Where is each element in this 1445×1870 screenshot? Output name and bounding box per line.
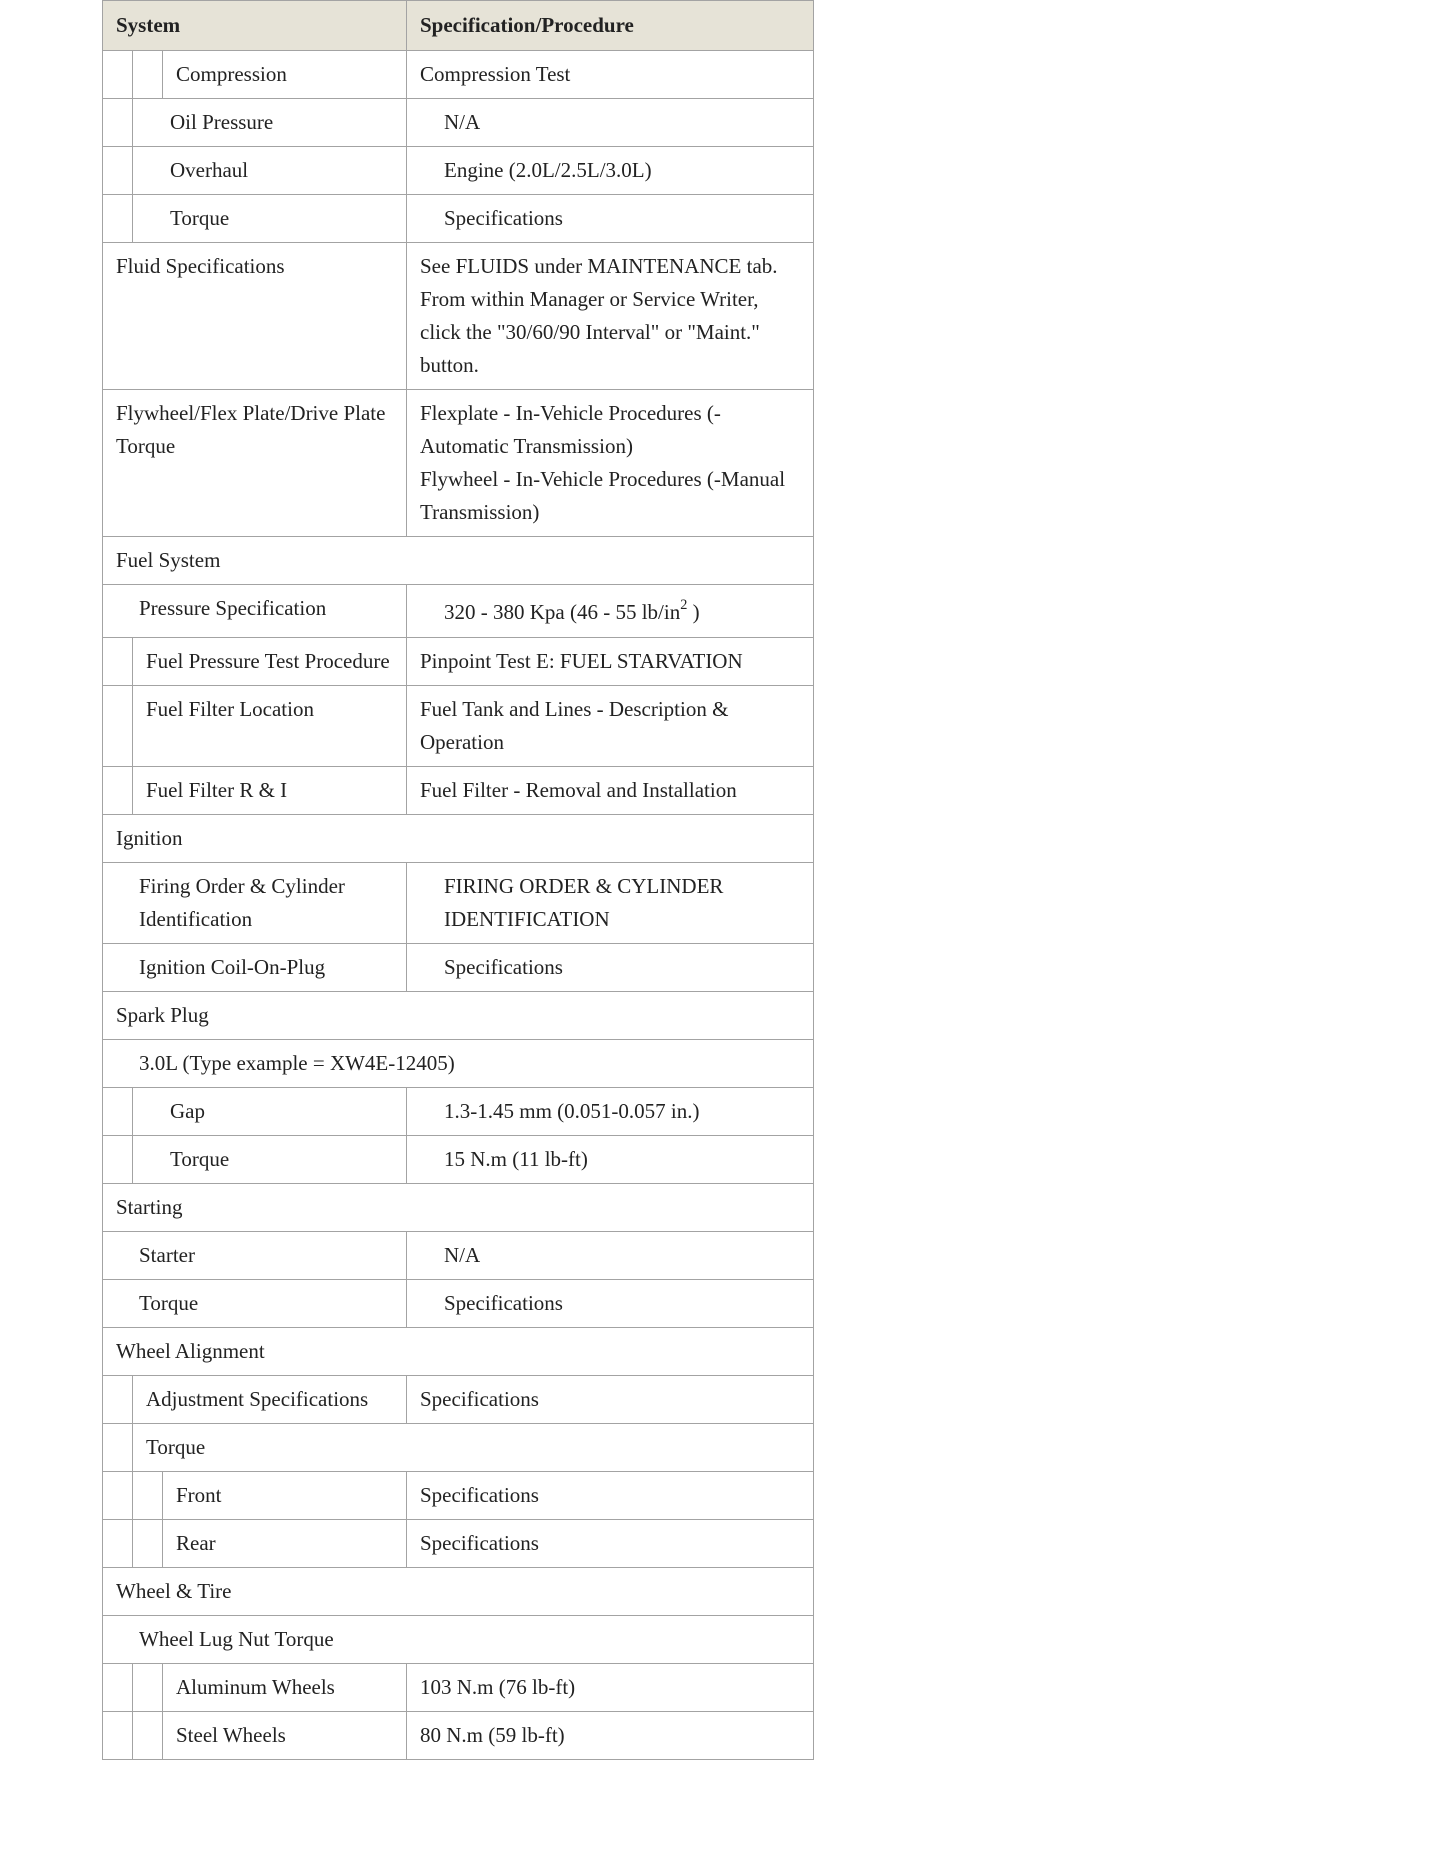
table-subsection-row [103, 1040, 814, 1088]
table-row [103, 1472, 814, 1520]
table-row [103, 638, 814, 686]
row-procedure-text: See FLUIDS under MAINTENANCE tab. From within Manager or Service Writer, click the "30/60/90 Interval" or "Maint." button. [407, 243, 814, 390]
row-system-label: Rear [163, 1520, 407, 1568]
table-row [103, 1280, 814, 1328]
table-row [103, 686, 814, 767]
table-row [103, 767, 814, 815]
row-procedure-link[interactable]: Specifications [407, 1520, 814, 1568]
row-system-label: Fluid Specifications [103, 243, 407, 390]
pressure-unit-superscript: 2 [680, 597, 688, 614]
table-row [103, 1520, 814, 1568]
row-system-label: Gap [133, 1088, 407, 1136]
table-row [103, 99, 814, 147]
row-system-label: Firing Order & Cylinder Identification [103, 863, 407, 944]
table-subsection-row [103, 1424, 814, 1472]
table-row [103, 1088, 814, 1136]
row-procedure-value: 80 N.m (59 lb-ft) [407, 1712, 814, 1760]
table-header-row [103, 1, 814, 51]
table-row [103, 147, 814, 195]
flywheel-procedure-link[interactable]: Flywheel - In-Vehicle Procedures (-Manual Transmission) [420, 467, 786, 524]
row-system-label: Steel Wheels [163, 1712, 407, 1760]
table-section-row [103, 815, 814, 863]
header-procedure: Specification/Procedure [407, 1, 814, 51]
row-procedure-cell [407, 390, 814, 537]
row-system-label: Torque [133, 1136, 407, 1184]
row-system-label: Starter [103, 1232, 407, 1280]
row-system-label: Fuel Filter R & I [133, 767, 407, 815]
row-procedure-value: 103 N.m (76 lb-ft) [407, 1664, 814, 1712]
row-system-label: Fuel Pressure Test Procedure [133, 638, 407, 686]
table-row [103, 585, 814, 638]
section-heading-spark-plug: Spark Plug [103, 992, 814, 1040]
table-section-row [103, 1568, 814, 1616]
table-row [103, 195, 814, 243]
row-system-label: Fuel Filter Location [133, 686, 407, 767]
row-procedure-link[interactable]: Specifications [407, 944, 814, 992]
row-procedure-value: N/A [407, 1232, 814, 1280]
table-row [103, 243, 814, 390]
row-procedure-value: 1.3-1.45 mm (0.051-0.057 in.) [407, 1088, 814, 1136]
row-procedure-link[interactable]: FIRING ORDER & CYLINDER IDENTIFICATION [407, 863, 814, 944]
table-row [103, 863, 814, 944]
table-row [103, 1232, 814, 1280]
row-system-label: Flywheel/Flex Plate/Drive Plate Torque [103, 390, 407, 537]
section-heading-wheel-alignment: Wheel Alignment [103, 1328, 814, 1376]
flexplate-procedure-link[interactable]: Flexplate - In-Vehicle Procedures (-Automatic Transmission) [420, 401, 721, 458]
table-row [103, 1664, 814, 1712]
table-section-row [103, 1328, 814, 1376]
row-system-label: Adjustment Specifications [133, 1376, 407, 1424]
row-procedure-value: 15 N.m (11 lb-ft) [407, 1136, 814, 1184]
row-procedure-value: N/A [407, 99, 814, 147]
row-procedure-link[interactable]: Specifications [407, 195, 814, 243]
section-heading-ignition: Ignition [103, 815, 814, 863]
table-row [103, 1136, 814, 1184]
table-row [103, 51, 814, 99]
row-system-label: Aluminum Wheels [163, 1664, 407, 1712]
row-system-label: Pressure Specification [103, 585, 407, 638]
table-row [103, 1376, 814, 1424]
row-system-label: Torque [133, 195, 407, 243]
row-system-label: Oil Pressure [133, 99, 407, 147]
row-system-label: Overhaul [133, 147, 407, 195]
row-procedure-link[interactable]: Compression Test [407, 51, 814, 99]
row-procedure-link[interactable]: Specifications [407, 1472, 814, 1520]
specifications-table [102, 0, 814, 1760]
row-system-label: Ignition Coil-On-Plug [103, 944, 407, 992]
table-section-row [103, 992, 814, 1040]
section-heading-wheel-tire: Wheel & Tire [103, 1568, 814, 1616]
row-procedure-link[interactable]: Specifications [407, 1376, 814, 1424]
table-section-row [103, 537, 814, 585]
subsection-heading-lug-nut-torque: Wheel Lug Nut Torque [103, 1616, 814, 1664]
row-system-label: Torque [103, 1280, 407, 1328]
row-system-label: Compression [163, 51, 407, 99]
row-system-label: Front [163, 1472, 407, 1520]
row-procedure-link[interactable]: Engine (2.0L/2.5L/3.0L) [407, 147, 814, 195]
subsection-heading-spark-type: 3.0L (Type example = XW4E-12405) [103, 1040, 814, 1088]
row-procedure-link[interactable]: Specifications [407, 1280, 814, 1328]
subsection-heading-alignment-torque: Torque [133, 1424, 814, 1472]
row-procedure-link[interactable]: Pinpoint Test E: FUEL STARVATION [407, 638, 814, 686]
table-row [103, 1712, 814, 1760]
row-procedure-value [407, 585, 814, 638]
section-heading-starting: Starting [103, 1184, 814, 1232]
pressure-value-text: 320 - 380 Kpa (46 - 55 lb/in [444, 600, 681, 624]
table-row [103, 944, 814, 992]
header-system: System [103, 1, 407, 51]
pressure-value-end: ) [687, 600, 700, 624]
table-row [103, 390, 814, 537]
section-heading-fuel-system: Fuel System [103, 537, 814, 585]
row-procedure-link[interactable]: Fuel Filter - Removal and Installation [407, 767, 814, 815]
table-subsection-row [103, 1616, 814, 1664]
row-procedure-link[interactable]: Fuel Tank and Lines - Description & Operation [407, 686, 814, 767]
table-section-row [103, 1184, 814, 1232]
